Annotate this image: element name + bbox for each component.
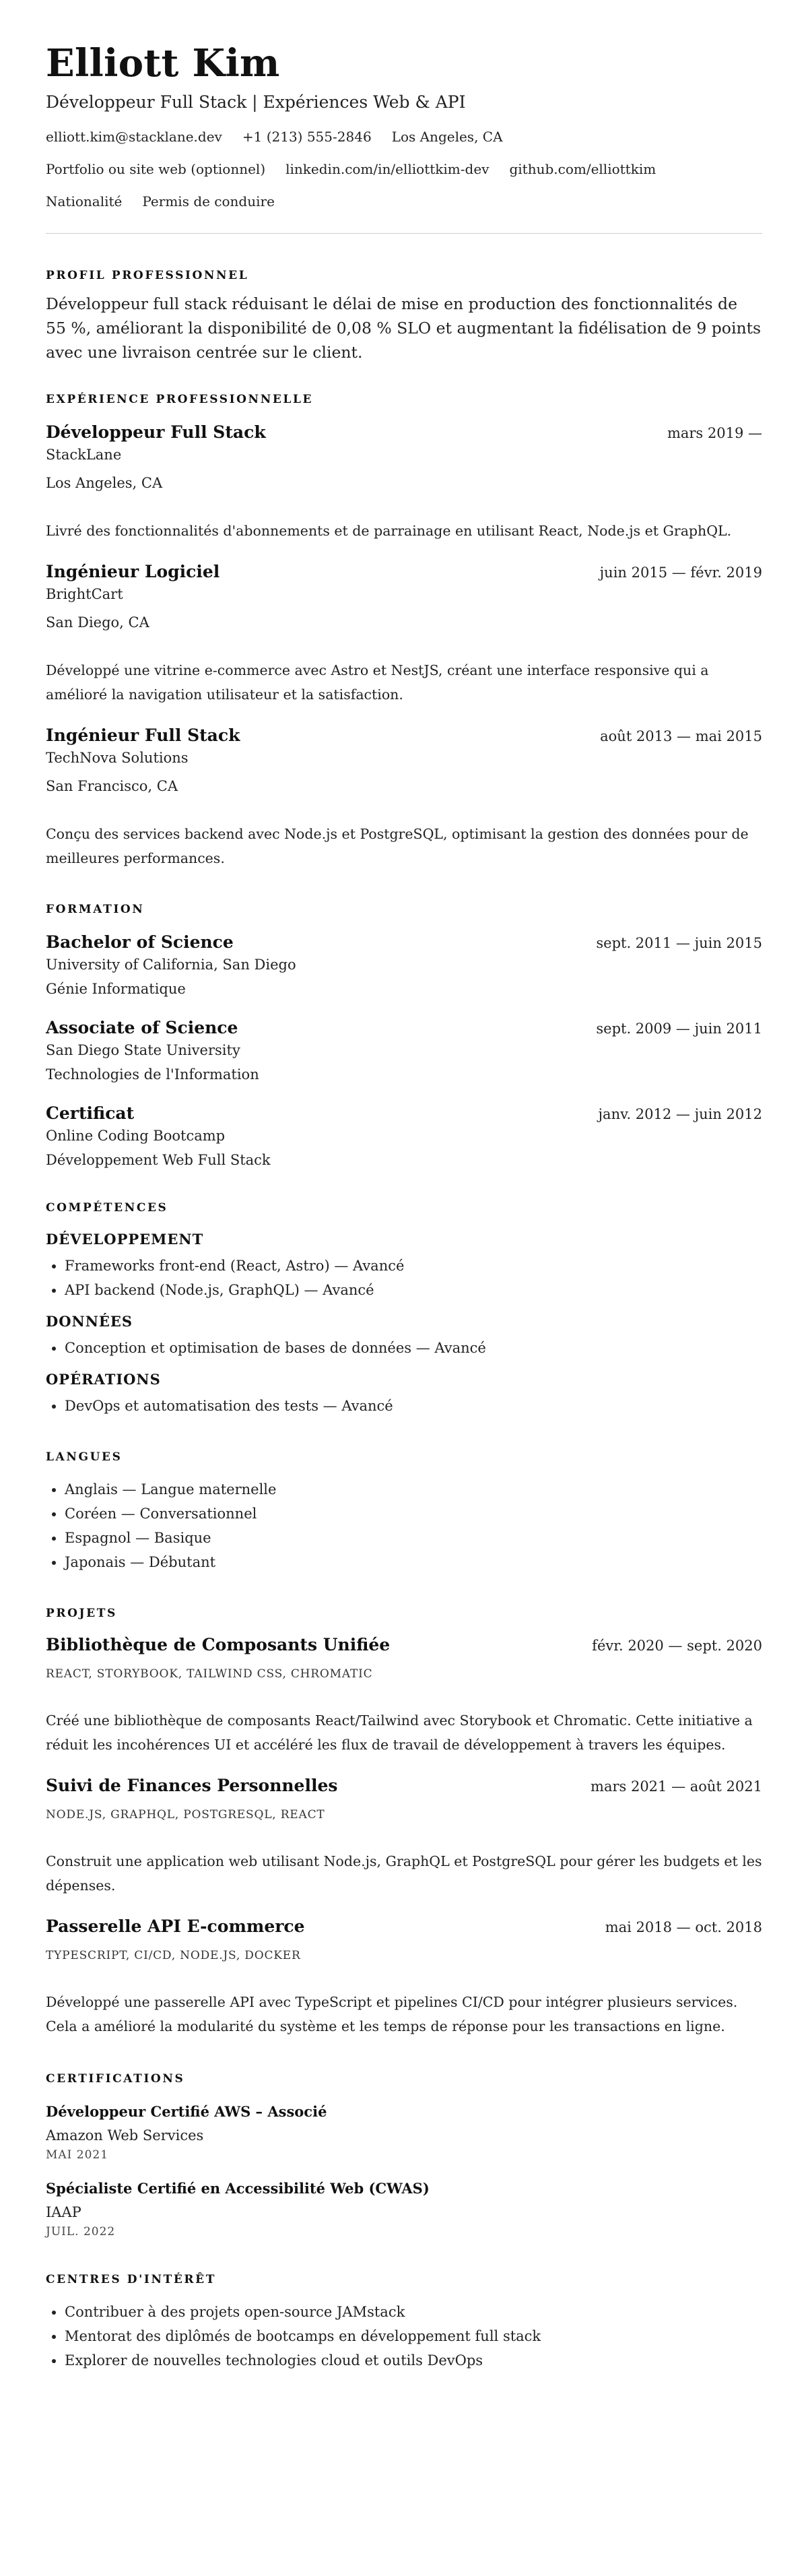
candidate-name: Elliott Kim bbox=[46, 41, 280, 86]
education-entry bbox=[46, 1102, 762, 1170]
education-dates: janv. 2012 — juin 2012 bbox=[598, 1106, 762, 1122]
education-heading: FORMATION bbox=[46, 903, 145, 916]
job-location: San Francisco, CA bbox=[46, 778, 178, 794]
project-description: Développé une passerelle API avec TypeScript et pipelines CI/CD pour intégrer plusieurs services. Cela a amélioré la modularité du système et les temps de réponse pour les transactions en ligne. bbox=[46, 1994, 738, 2034]
job-description: Conçu des services backend avec Node.js et PostgreSQL, optimisant la gestion des données pour de meilleures performances. bbox=[46, 826, 749, 866]
education-dates: sept. 2009 — juin 2011 bbox=[596, 1021, 762, 1037]
job-title: Développeur Full Stack bbox=[46, 422, 266, 442]
certifications-section bbox=[46, 2071, 762, 2241]
project-entry bbox=[46, 1634, 762, 1757]
skill-list bbox=[46, 1336, 762, 1360]
resume-content bbox=[46, 39, 762, 2373]
projects-heading: PROJETS bbox=[46, 1607, 117, 1620]
job-company: StackLane bbox=[46, 447, 122, 463]
education-section bbox=[46, 901, 762, 1170]
certification-issuer: Amazon Web Services bbox=[46, 2127, 204, 2144]
skill-category-name: DÉVELOPPEMENT bbox=[46, 1231, 204, 1248]
skill-category bbox=[46, 1370, 762, 1418]
language-item: • Japonais — Débutant bbox=[65, 1550, 762, 1574]
skill-list bbox=[46, 1394, 762, 1418]
project-name: Bibliothèque de Composants Unifiée bbox=[46, 1635, 391, 1654]
job-company: TechNova Solutions bbox=[46, 750, 189, 766]
contact-location: Los Angeles, CA bbox=[391, 129, 503, 145]
skill-list bbox=[46, 1254, 762, 1302]
education-entry bbox=[46, 931, 762, 999]
contact-portfolio[interactable]: Portfolio ou site web (optionnel) bbox=[46, 161, 266, 177]
resume-header bbox=[46, 39, 762, 234]
school-name: San Diego State University bbox=[46, 1042, 240, 1058]
contact-linkedin[interactable]: linkedin.com/in/elliottkim-dev bbox=[285, 161, 490, 177]
interests-section bbox=[46, 2272, 762, 2373]
skills-section bbox=[46, 1200, 762, 1418]
job-location: San Diego, CA bbox=[46, 614, 149, 631]
project-description: Créé une bibliothèque de composants React/Tailwind avec Storybook et Chromatic. Cette initiative a réduit les incohérences UI et accéléré les flux de travail de développement à travers les équipes. bbox=[46, 1712, 753, 1753]
certification-date: JUIL. 2022 bbox=[46, 2225, 116, 2239]
certification-name: Spécialiste Certifié en Accessibilité Web (CWAS) bbox=[46, 2180, 430, 2197]
degree-title: Certificat bbox=[46, 1103, 135, 1123]
job-title: Ingénieur Logiciel bbox=[46, 562, 220, 581]
skill-item: • API backend (Node.js, GraphQL) — Avancé bbox=[65, 1278, 762, 1302]
education-entry bbox=[46, 1017, 762, 1085]
experience-entry bbox=[46, 724, 762, 870]
interest-item: • Explorer de nouvelles technologies cloud et outils DevOps bbox=[65, 2348, 762, 2373]
project-description: Construit une application web utilisant Node.js, GraphQL et PostgreSQL pour gérer les budgets et les dépenses. bbox=[46, 1853, 762, 1894]
project-entry bbox=[46, 1774, 762, 1898]
job-dates: août 2013 — mai 2015 bbox=[600, 728, 762, 744]
field-of-study: Technologies de l'Information bbox=[46, 1066, 259, 1083]
contact-row-primary bbox=[46, 127, 762, 147]
contact-email[interactable]: elliott.kim@stacklane.dev bbox=[46, 129, 222, 145]
job-location: Los Angeles, CA bbox=[46, 475, 163, 491]
candidate-title: Développeur Full Stack | Expériences Web & API bbox=[46, 92, 466, 112]
profile-summary: Développeur full stack réduisant le délai de mise en production des fonctionnalités de 55 %, améliorant la disponibilité de 0,08 % SLO et augmentant la fidélisation de 9 points avec une livraison centrée sur le client. bbox=[46, 294, 762, 362]
certification-entry bbox=[46, 2179, 762, 2241]
field-of-study: Développement Web Full Stack bbox=[46, 1152, 271, 1168]
degree-title: Bachelor of Science bbox=[46, 932, 234, 952]
languages-section bbox=[46, 1449, 762, 1574]
skill-item: • DevOps et automatisation des tests — Avancé bbox=[65, 1394, 762, 1418]
job-description: Développé une vitrine e-commerce avec Astro et NestJS, créant une interface responsive qui a amélioré la navigation utilisateur et la satisfaction. bbox=[46, 662, 709, 703]
job-dates: mars 2019 — bbox=[667, 425, 762, 441]
language-list bbox=[46, 1477, 762, 1574]
interest-item: • Mentorat des diplômés de bootcamps en développement full stack bbox=[65, 2324, 762, 2348]
job-company: BrightCart bbox=[46, 586, 123, 602]
profile-heading: PROFIL PROFESSIONNEL bbox=[46, 269, 249, 282]
languages-heading: LANGUES bbox=[46, 1450, 123, 1464]
profile-section bbox=[46, 267, 762, 364]
contact-github[interactable]: github.com/elliottkim bbox=[509, 161, 656, 177]
project-name: Passerelle API E-commerce bbox=[46, 1917, 305, 1936]
language-item: • Espagnol — Basique bbox=[65, 1526, 762, 1550]
certification-entry bbox=[46, 2102, 762, 2164]
contact-phone[interactable]: +1 (213) 555-2846 bbox=[242, 129, 372, 145]
project-tech: REACT, STORYBOOK, TAILWIND CSS, CHROMATIC bbox=[46, 1667, 373, 1681]
certification-name: Développeur Certifié AWS – Associé bbox=[46, 2103, 327, 2120]
experience-heading: EXPÉRIENCE PROFESSIONNELLE bbox=[46, 393, 314, 406]
experience-entry bbox=[46, 560, 762, 707]
interest-list bbox=[46, 2300, 762, 2373]
school-name: University of California, San Diego bbox=[46, 957, 296, 973]
contact-row-personal bbox=[46, 191, 762, 212]
education-dates: sept. 2011 — juin 2015 bbox=[596, 935, 762, 951]
project-dates: mars 2021 — août 2021 bbox=[591, 1778, 762, 1795]
project-tech: NODE.JS, GRAPHQL, POSTGRESQL, REACT bbox=[46, 1808, 325, 1822]
language-item: • Anglais — Langue maternelle bbox=[65, 1477, 762, 1502]
experience-section bbox=[46, 391, 762, 870]
project-entry bbox=[46, 1915, 762, 2038]
job-dates: juin 2015 — févr. 2019 bbox=[599, 565, 762, 581]
contact-license: Permis de conduire bbox=[142, 193, 275, 210]
contact-row-links bbox=[46, 159, 762, 179]
interests-heading: CENTRES D'INTÉRÊT bbox=[46, 2273, 216, 2286]
project-name: Suivi de Finances Personnelles bbox=[46, 1776, 338, 1795]
project-tech: TYPESCRIPT, CI/CD, NODE.JS, DOCKER bbox=[46, 1949, 301, 1962]
skill-category bbox=[46, 1312, 762, 1360]
language-item: • Coréen — Conversationnel bbox=[65, 1502, 762, 1526]
project-dates: mai 2018 — oct. 2018 bbox=[605, 1919, 762, 1935]
interest-item: • Contribuer à des projets open-source JAMstack bbox=[65, 2300, 762, 2324]
field-of-study: Génie Informatique bbox=[46, 981, 186, 997]
job-title: Ingénieur Full Stack bbox=[46, 726, 240, 745]
certifications-heading: CERTIFICATIONS bbox=[46, 2072, 185, 2086]
certification-date: MAI 2021 bbox=[46, 2148, 109, 2162]
certification-issuer: IAAP bbox=[46, 2204, 81, 2220]
skill-category-name: OPÉRATIONS bbox=[46, 1371, 161, 1388]
degree-title: Associate of Science bbox=[46, 1018, 238, 1037]
project-dates: févr. 2020 — sept. 2020 bbox=[592, 1638, 762, 1654]
skill-item: • Frameworks front-end (React, Astro) — Avancé bbox=[65, 1254, 762, 1278]
skills-heading: COMPÉTENCES bbox=[46, 1201, 168, 1215]
contact-nationality: Nationalité bbox=[46, 193, 123, 210]
job-description: Livré des fonctionnalités d'abonnements et de parrainage en utilisant React, Node.js et GraphQL. bbox=[46, 523, 732, 539]
experience-entry bbox=[46, 421, 762, 543]
skill-category bbox=[46, 1229, 762, 1302]
skill-item: • Conception et optimisation de bases de données — Avancé bbox=[65, 1336, 762, 1360]
header-divider bbox=[46, 233, 762, 234]
school-name: Online Coding Bootcamp bbox=[46, 1128, 226, 1144]
skill-category-name: DONNÉES bbox=[46, 1313, 133, 1330]
projects-section bbox=[46, 1605, 762, 2038]
